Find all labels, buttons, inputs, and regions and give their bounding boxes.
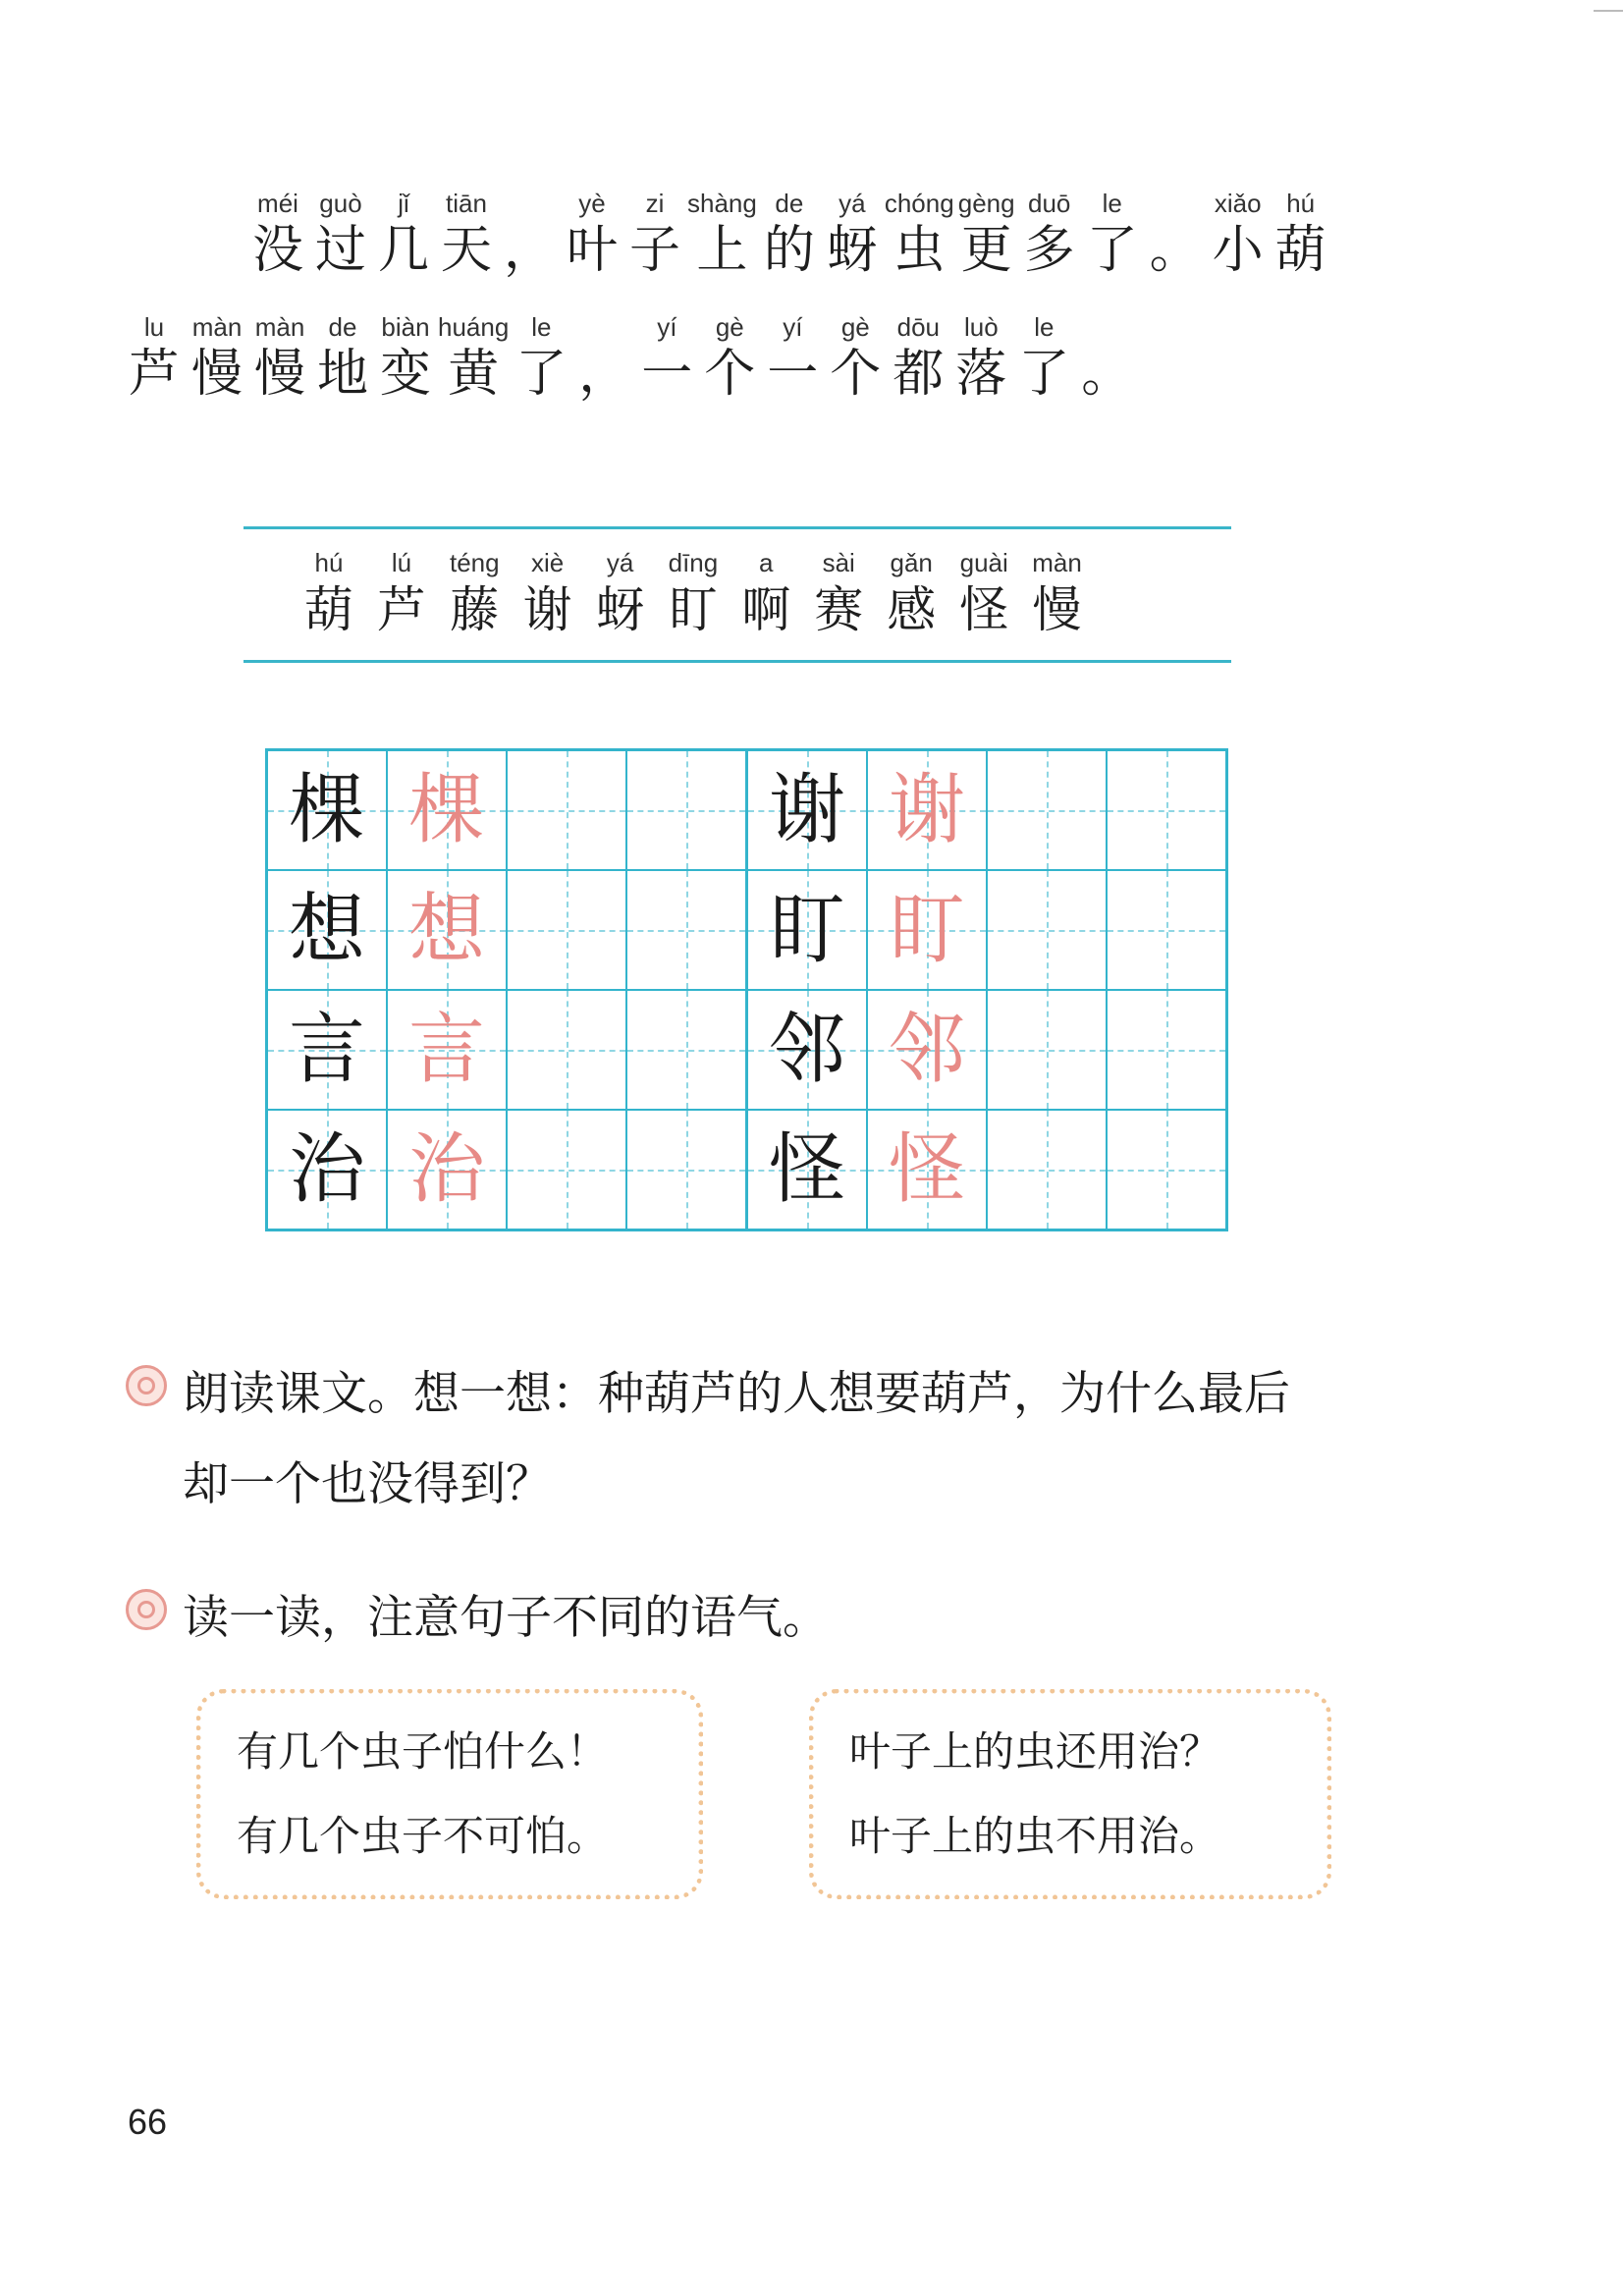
hanzi: 慢 [1032,581,1082,638]
new-character-char [741,546,790,640]
pinyin: guò [319,189,362,218]
hanzi: 地 [316,345,368,404]
sentence-box-1-line-2: 有几个虫子不可怕。 [237,1812,609,1860]
model-character: 言 [288,1006,365,1094]
exercise-1 [126,1349,1290,1530]
grid-guide-horizontal [627,1170,745,1172]
passage-char [438,310,509,405]
passage-char [1082,187,1143,281]
exercise-bullet-icon [126,1589,167,1630]
grid-cell[interactable] [1107,990,1227,1110]
passage-char [1013,310,1074,405]
new-character-char [887,546,936,640]
pinyin: yí [783,312,803,342]
hanzi: 过 [314,221,366,280]
passage-char [825,310,886,405]
pinyin: luò [963,312,999,342]
pinyin: shàng [687,189,757,218]
new-character-char [304,546,353,640]
pinyin: yá [606,548,634,577]
page-number: 66 [128,2102,168,2142]
pinyin: lú [391,548,412,577]
grid-cell[interactable] [507,1110,626,1230]
passage-char [1271,187,1331,281]
grid-guide-horizontal [1108,1170,1225,1172]
grid-cell[interactable] [987,870,1107,990]
pinyin: le [1034,312,1055,342]
pinyin: chóng [884,189,954,218]
grid-cell[interactable] [267,870,388,990]
hanzi: ， [578,345,630,404]
pinyin: lu [143,312,165,342]
hanzi: 。 [1149,221,1201,280]
corner-mark [1594,10,1623,12]
passage-char [762,310,823,405]
hanzi: 赛 [814,581,864,638]
hanzi: 一 [767,345,819,404]
grid-guide-horizontal [627,1050,745,1052]
grid-guide-horizontal [988,930,1106,932]
hanzi: 天 [440,221,492,280]
new-character-char [1032,546,1082,640]
grid-cell[interactable] [267,990,388,1110]
grid-row [267,870,1227,990]
model-character: 盯 [768,886,845,974]
passage-char [885,187,954,281]
hanzi: 更 [960,221,1012,280]
hanzi: 了 [1086,221,1138,280]
passage-char [699,310,760,405]
grid-guide-horizontal [508,1170,625,1172]
passage-char [950,310,1011,405]
writing-grid [265,748,1228,1231]
pinyin: le [531,312,552,342]
hanzi: 几 [377,221,429,280]
pinyin: xiè [530,548,565,577]
hanzi: 叶 [566,221,618,280]
new-character-char [450,546,500,640]
pinyin: dīng [668,548,719,577]
pinyin: gè [840,312,870,342]
trace-character: 邻 [888,1006,965,1094]
new-chars-top-line [243,526,1231,529]
pinyin: de [328,312,357,342]
grid-cell[interactable] [387,1110,507,1230]
pinyin: xiǎo [1214,189,1262,218]
hanzi: 慢 [253,345,305,404]
pinyin: yí [657,312,677,342]
hanzi: 个 [704,345,756,404]
exercise-2 [126,1573,829,1664]
passage-char [375,310,436,405]
hanzi: 了 [515,345,568,404]
hanzi: 上 [696,221,748,280]
grid-cell[interactable] [507,750,626,871]
pinyin: téng [450,548,500,577]
new-character-char [814,546,863,640]
pinyin: hú [1286,189,1316,218]
grid-guide-horizontal [1108,930,1225,932]
trace-character: 棵 [407,766,485,854]
passage-char [624,187,685,281]
hanzi: 虫 [893,221,946,280]
grid-row [267,750,1227,871]
trace-character: 言 [407,1006,485,1094]
hanzi: 感 [887,581,937,638]
hanzi: 落 [955,345,1007,404]
grid-guide-horizontal [627,930,745,932]
sentence-box-2 [809,1689,1331,1899]
grid-row [267,990,1227,1110]
grid-cell[interactable] [387,990,507,1110]
passage-char [247,187,308,281]
grid-cell[interactable] [987,990,1107,1110]
grid-cell[interactable] [867,870,987,990]
grid-cell[interactable] [626,750,747,871]
pinyin: yá [839,189,866,218]
passage-char [562,187,622,281]
hanzi: 一 [641,345,693,404]
pinyin: màn [1032,548,1082,577]
hanzi: 藤 [450,581,500,638]
grid-guide-horizontal [627,810,745,812]
pinyin: hú [314,548,344,577]
pinyin: gǎn [890,548,933,577]
hanzi: 啊 [741,581,791,638]
hanzi: 小 [1212,221,1264,280]
grid-cell[interactable] [267,1110,388,1230]
grid-cell[interactable] [387,750,507,871]
passage-char [436,187,497,281]
hanzi: 了 [1018,345,1070,404]
pinyin: guài [959,548,1008,577]
hanzi: 蚜 [826,221,878,280]
passage-char [888,310,948,405]
trace-character: 盯 [888,886,965,974]
passage-char [687,187,757,281]
grid-cell[interactable] [626,1110,747,1230]
passage-char [373,187,434,281]
passage-char [511,310,571,405]
grid-cell[interactable] [626,990,747,1110]
new-characters-row [304,546,1082,640]
new-character-char [596,546,645,640]
passage-char [759,187,820,281]
hanzi: 变 [379,345,431,404]
passage-char [1019,187,1080,281]
grid-cell[interactable] [626,870,747,990]
exercise-1-line-1: 朗读课文。想一想：种葫芦的人想要葫芦，为什么最后 [183,1367,1290,1421]
new-character-char [523,546,572,640]
exercise-1-text [183,1349,1290,1530]
passage-char [249,310,310,405]
grid-cell[interactable] [987,750,1107,871]
trace-character: 谢 [888,766,965,854]
grid-cell[interactable] [867,1110,987,1230]
model-character: 怪 [768,1125,845,1214]
model-character: 谢 [768,766,845,854]
pinyin: de [775,189,804,218]
grid-cell[interactable] [867,750,987,871]
hanzi: 黄 [448,345,500,404]
grid-guide-horizontal [988,1170,1106,1172]
hanzi: 没 [251,221,303,280]
pinyin: méi [257,189,298,218]
passage-char [1076,310,1137,405]
exercise-1-line-2: 却一个也没得到？ [183,1457,552,1511]
grid-guide-horizontal [508,810,625,812]
hanzi: 都 [893,345,945,404]
model-character: 邻 [768,1006,845,1094]
pinyin: le [1102,189,1122,218]
hanzi: 的 [763,221,815,280]
pinyin: dōu [896,312,940,342]
hanzi: 蚜 [595,581,645,638]
hanzi: 谢 [522,581,572,638]
grid-cell[interactable] [1107,870,1227,990]
pinyin: huáng [438,312,510,342]
hanzi: 葫 [304,581,353,638]
grid-cell[interactable] [507,990,626,1110]
grid-cell[interactable] [747,990,868,1110]
grid-cell[interactable] [747,870,868,990]
grid-cell[interactable] [987,1110,1107,1230]
grid-cell[interactable] [747,750,868,871]
exercise-2-text [183,1573,829,1664]
pinyin: a [758,548,774,577]
hanzi: 葫 [1274,221,1326,280]
pinyin: biàn [381,312,430,342]
sentence-box-2-line-2: 叶子上的虫不用治。 [849,1812,1221,1860]
pinyin: yè [578,189,606,218]
passage-char [187,310,247,405]
passage-line-2 [124,310,1137,405]
passage-char [822,187,883,281]
grid-cell[interactable] [747,1110,868,1230]
pinyin: sài [822,548,855,577]
passage-line-1 [247,187,1331,281]
grid-cell[interactable] [267,750,388,871]
new-character-char [669,546,719,640]
grid-cell[interactable] [1107,750,1227,871]
pinyin: màn [254,312,305,342]
passage-char [312,310,373,405]
pinyin: gè [715,312,744,342]
hanzi: ， [503,221,555,280]
sentence-box-1 [196,1689,703,1899]
exercise-2-line-1: 读一读，注意句子不同的语气。 [183,1591,829,1645]
new-character-char [959,546,1008,640]
grid-guide-horizontal [508,930,625,932]
passage-char [310,187,371,281]
model-character: 想 [288,886,365,974]
passage-char [1145,187,1206,281]
grid-guide-horizontal [1108,1050,1225,1052]
pinyin: duō [1027,189,1071,218]
passage-char [1208,187,1269,281]
grid-guide-horizontal [1108,810,1225,812]
exercise-bullet-icon [126,1365,167,1406]
hanzi: 个 [830,345,882,404]
grid-row [267,1110,1227,1230]
hanzi: 子 [628,221,680,280]
pinyin: jǐ [398,189,409,218]
model-character: 棵 [288,766,365,854]
hanzi: 盯 [668,581,718,638]
pinyin: màn [191,312,243,342]
grid-cell[interactable] [1107,1110,1227,1230]
hanzi: 芦 [128,345,180,404]
hanzi: 芦 [377,581,426,638]
grid-cell[interactable] [387,870,507,990]
pinyin: zi [645,189,665,218]
passage-char [636,310,697,405]
grid-cell[interactable] [507,870,626,990]
passage-char [124,310,185,405]
passage-char [956,187,1017,281]
new-chars-bottom-line [243,660,1231,663]
grid-guide-horizontal [988,1050,1106,1052]
grid-guide-horizontal [988,810,1106,812]
pinyin: gèng [957,189,1015,218]
new-character-char [377,546,426,640]
trace-character: 治 [407,1125,485,1214]
trace-character: 怪 [888,1125,965,1214]
passage-char [499,187,560,281]
passage-char [573,310,634,405]
sentence-box-2-line-1: 叶子上的虫还用治？ [849,1727,1221,1776]
sentence-box-1-line-1: 有几个虫子怕什么！ [237,1727,609,1776]
model-character: 治 [288,1125,365,1214]
hanzi: 。 [1081,345,1133,404]
grid-guide-horizontal [508,1050,625,1052]
hanzi: 怪 [959,581,1009,638]
hanzi: 慢 [190,345,243,404]
trace-character: 想 [407,886,485,974]
pinyin: tiān [446,189,487,218]
grid-cell[interactable] [867,990,987,1110]
hanzi: 多 [1023,221,1075,280]
